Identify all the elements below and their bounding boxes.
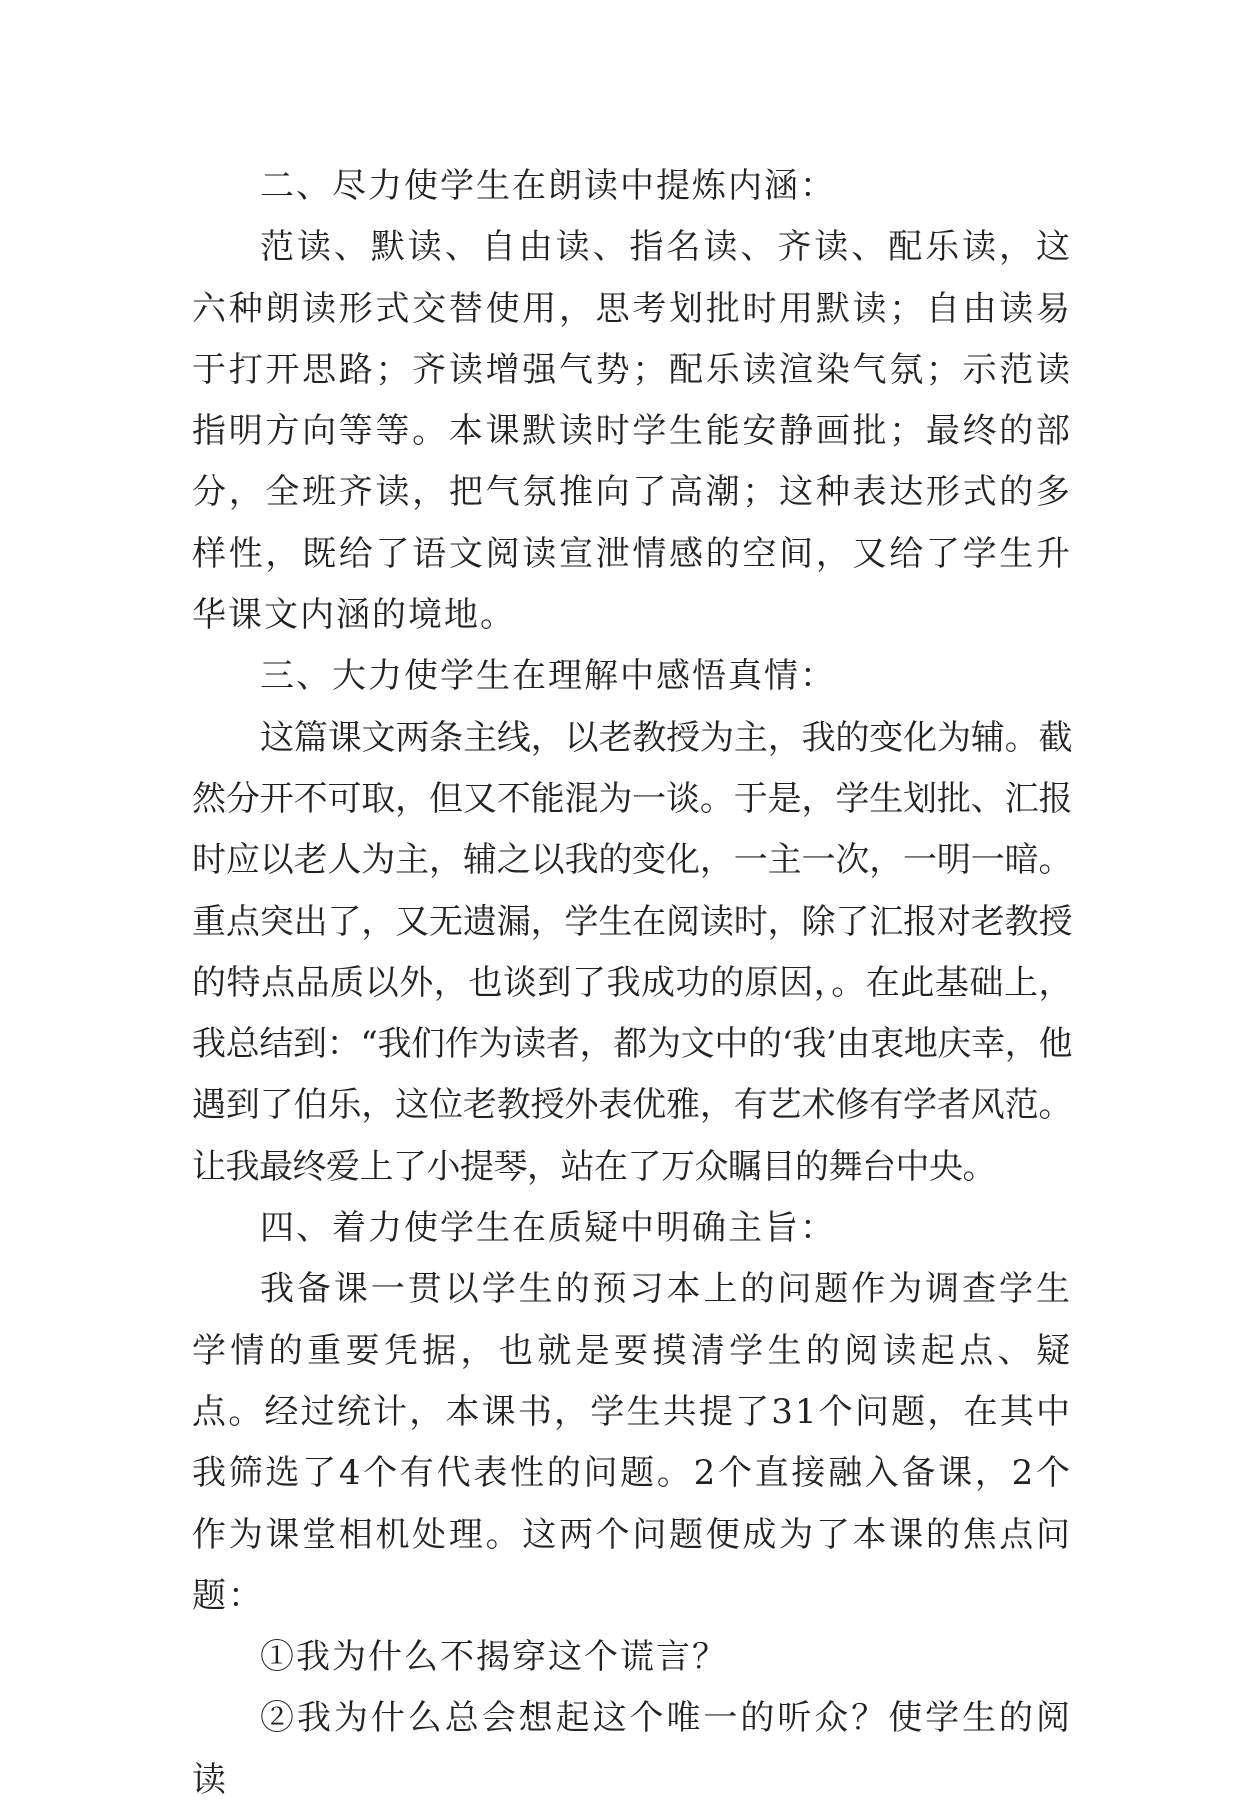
question-item-two: ②我为什么总会想起这个唯一的听众？使学生的阅读 bbox=[192, 1698, 1072, 1800]
paragraph-reading-forms: 范读、默读、自由读、指名读、齐读、配乐读，这六种朗读形式交替使用，思考划批时用默读；自由读易于打开思路；齐读增强气势；配乐读渲染气氛；示范读指明方向等等。本课默读时学生能安静画批；最终的部分，全班齐读，把气氛推向了高潮；这种表达形式的多样性，既给了语文阅读宣泄情感的空间，又给了学生升华课文内涵的境地。 bbox=[192, 227, 1072, 636]
paragraph-main-lines: 这篇课文两条主线，以老教授为主，我的变化为辅。截然分开不可取，但又不能混为一谈。于是，学生划批、汇报时应以老人为主，辅之以我的变化，一主一次，一明一暗。重点突出了，又无遗漏，学生在阅读时，除了汇报对老教授的特点品质以外，也谈到了我成功的原因，。在此基础上，我总结到：“我们作为读者，都为文中的‘我’由衷地庆幸，他遇到了伯乐，这位老教授外表优雅，有艺术修有学者风范。让我最终爱上了小提琴，站在了万众瞩目的舞台中央。 bbox=[192, 717, 1072, 1187]
section-heading-two: 二、尽力使学生在朗读中提炼内涵： bbox=[260, 166, 836, 206]
section-heading-four: 四、着力使学生在质疑中明确主旨： bbox=[260, 1208, 836, 1249]
paragraph-preview-questions: 我备课一贯以学生的预习本上的问题作为调查学生学情的重要凭据，也就是要摸清学生的阅读起点、疑点。经过统计，本课书，学生共提了31个问题，在其中我筛选了4个有代表性的问题。2个直接融入备课，2个作为课堂相机处理。这两个问题便成为了本课的焦点问题： bbox=[192, 1269, 1072, 1616]
document-body bbox=[192, 156, 1072, 1811]
section-heading-three: 三、大力使学生在理解中感悟真情： bbox=[260, 656, 836, 697]
question-item-one: ①我为什么不揭穿这个谎言？ bbox=[260, 1637, 728, 1678]
